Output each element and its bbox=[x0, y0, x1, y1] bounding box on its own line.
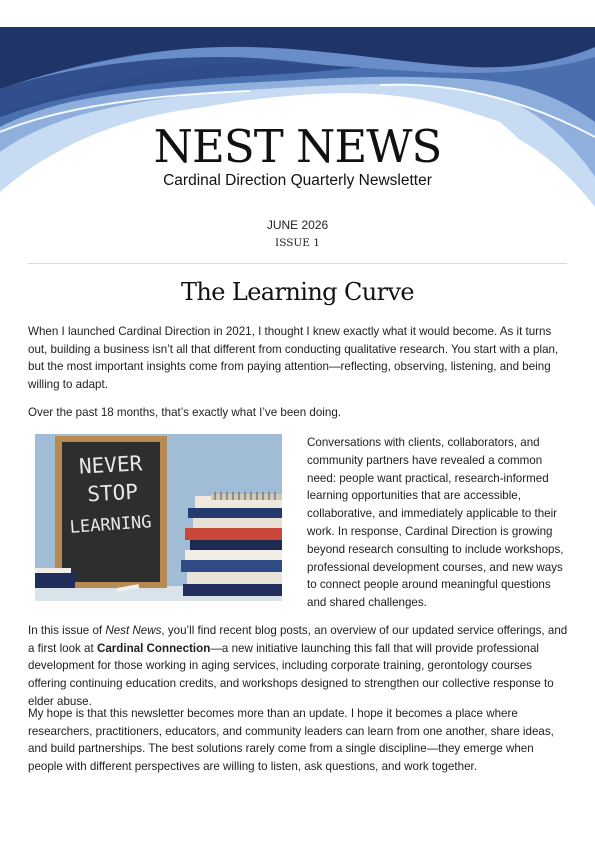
article-paragraph-hope: My hope is that this newsletter becomes more than an update. I hope it becomes a place where researchers, practitioners, educators, and community leaders can learn from one another, share ideas, and build partnerships. The best solutions rarely come from a single discipline—they emerge when people with different perspectives are willing to listen, ask questions, and work together. bbox=[28, 707, 554, 774]
publication-name: Nest News bbox=[105, 624, 162, 637]
issue-info bbox=[0, 218, 595, 251]
article-paragraph-issue-contents bbox=[28, 622, 570, 711]
issue-date: JUNE 2026 bbox=[266, 218, 329, 232]
newsletter-title: NEST NEWS bbox=[153, 120, 442, 173]
article-paragraph-months: Over the past 18 months, that’s exactly what I’ve been doing. bbox=[28, 406, 341, 419]
article-title: The Learning Curve bbox=[180, 278, 415, 306]
issue-number: ISSUE 1 bbox=[275, 237, 320, 249]
never-stop-learning-photo bbox=[35, 434, 282, 601]
chalk-line-1: NEVER bbox=[78, 451, 143, 479]
chalk-line-3: LEARNING bbox=[69, 512, 153, 538]
top-margin bbox=[0, 0, 595, 27]
paragraph-3-middle: , you’ll find recent blog posts, an overview of our updated service offerings, and a first look at bbox=[28, 624, 568, 655]
paragraph-3-intro: In this issue of bbox=[28, 624, 106, 637]
paragraph-3-end: —a new initiative launching this fall that will provide professional development for those working in aging services, including corporate training, gerontology courses offering continuing education credits, and workshops designed to strengthen our collective response to elder abuse. bbox=[28, 641, 554, 708]
chalk-line-2: STOP bbox=[86, 479, 139, 507]
masthead bbox=[0, 122, 595, 190]
article-paragraph-intro: When I launched Cardinal Direction in 2021, I thought I knew exactly what it would become. As it turns out, building a business isn’t all that different from conducting qualitative research. You start with a plan, but the most important insights come from paying attention—reflecting, observing, listening, and being willing to adapt. bbox=[28, 325, 559, 392]
initiative-name: Cardinal Connection bbox=[96, 641, 211, 655]
section-divider bbox=[28, 263, 567, 264]
article-paragraph-side: Conversations with clients, collaborators, and community partners have revealed a common need: people want practical, research-informed learning opportunities that are accessible, collaborative, and immediately applicable to their work. In response, Cardinal Direction is growing beyond research consulting to include workshops, professional development courses, and new ways to connect people around meaningful questions and shared challenges. bbox=[307, 436, 564, 610]
newsletter-subtitle: Cardinal Direction Quarterly Newsletter bbox=[163, 172, 432, 189]
